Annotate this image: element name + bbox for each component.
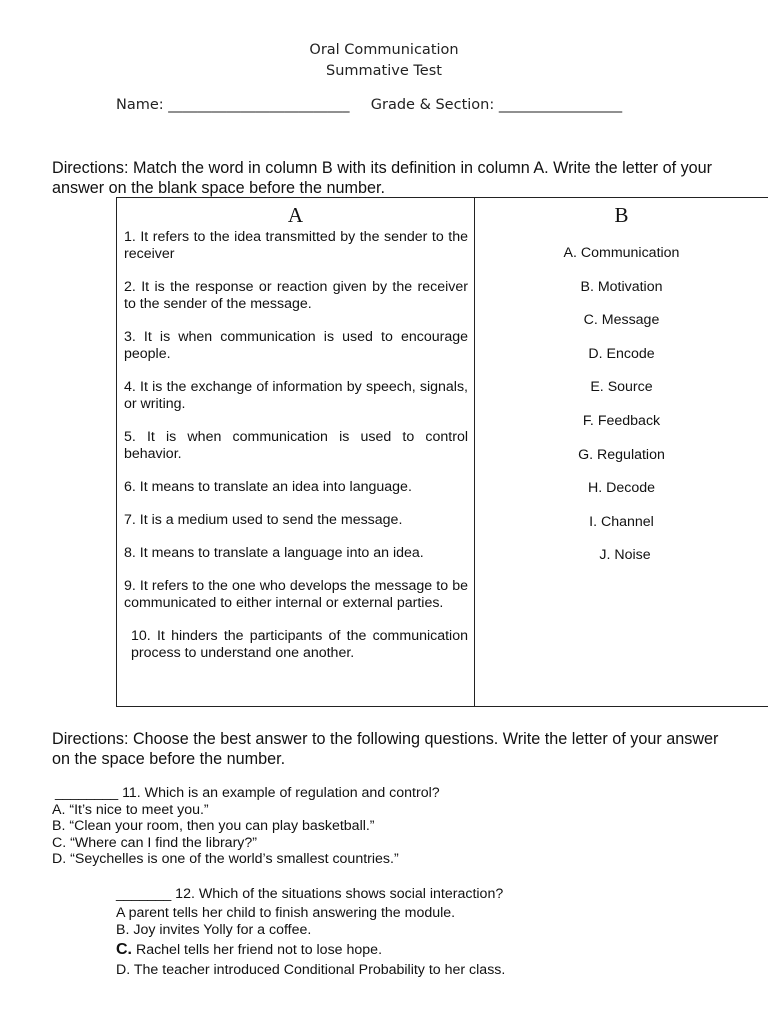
grade-section-field-label: Grade & Section: _________________ bbox=[370, 97, 623, 113]
definition-item: 1. It refers to the idea transmitted by the sender to the receiver bbox=[124, 229, 468, 262]
answer-option: B. Joy invites Yolly for a coffee. bbox=[116, 921, 312, 938]
option-text: Rachel tells her friend not to lose hope. bbox=[132, 942, 383, 958]
column-a-header: A bbox=[287, 203, 304, 227]
column-a bbox=[117, 198, 475, 707]
answer-option: A. “It’s nice to meet you.” bbox=[52, 801, 209, 818]
answer-option: A parent tells her child to finish answering the module. bbox=[116, 904, 456, 921]
directions-matching: Directions: Match the word in column B with its definition in column A. Write the letter of your answer on the blank space before the number. bbox=[52, 159, 713, 197]
definition-item: 7. It is a medium used to send the message. bbox=[124, 512, 403, 528]
definition-item: 10. It hinders the participants of the communication process to understand one another. bbox=[131, 628, 468, 661]
word-option: F. Feedback bbox=[582, 412, 661, 429]
answer-option: D. The teacher introduced Conditional Probability to her class. bbox=[116, 961, 506, 978]
test-type: Summative Test bbox=[326, 63, 442, 79]
word-option: J. Noise bbox=[599, 547, 651, 564]
answer-option: B. “Clean your room, then you can play basketball.” bbox=[52, 818, 375, 834]
answer-option: C. “Where can I find the library?” bbox=[52, 834, 258, 851]
answer-option bbox=[116, 940, 505, 961]
word-option: C. Message bbox=[583, 312, 660, 329]
definition-item: 3. It is when communication is used to encourage people. bbox=[124, 329, 468, 362]
word-option: I. Channel bbox=[589, 513, 654, 530]
word-option: B. Motivation bbox=[580, 278, 663, 295]
directions-multiple-choice: Directions: Choose the best answer to the following questions. Write the letter of your answer on the space before the number. bbox=[52, 730, 719, 768]
matching-table bbox=[116, 197, 768, 707]
question-11 bbox=[52, 785, 440, 868]
answer-option: D. “Seychelles is one of the world’s smallest countries.” bbox=[52, 851, 399, 867]
question-stem: _______ 12. Which of the situations shows social interaction? bbox=[116, 886, 504, 902]
test-header bbox=[0, 40, 768, 82]
definition-item: 2. It is the response or reaction given by the receiver to the sender of the message. bbox=[124, 279, 468, 312]
definition-item: 4. It is the exchange of information by speech, signals, or writing. bbox=[124, 379, 468, 412]
question-stem: ________ 11. Which is an example of regulation and control? bbox=[55, 785, 440, 801]
definition-item: 9. It refers to the one who develops the message to be communicated to either internal or external parties. bbox=[124, 578, 468, 611]
word-option: A. Communication bbox=[563, 245, 680, 261]
name-grade-row bbox=[116, 97, 622, 113]
word-option: E. Source bbox=[590, 379, 653, 396]
definition-item: 5. It is when communication is used to control behavior. bbox=[124, 429, 468, 462]
definition-item: 8. It means to translate a language into an idea. bbox=[124, 545, 424, 561]
column-b bbox=[475, 198, 768, 707]
word-option: G. Regulation bbox=[578, 446, 665, 463]
definition-item: 6. It means to translate an idea into language. bbox=[124, 479, 412, 495]
word-option: D. Encode bbox=[588, 345, 655, 362]
name-field-label: Name: _________________________ bbox=[116, 97, 350, 113]
option-letter: C. bbox=[116, 941, 132, 958]
subject-title: Oral Communication bbox=[309, 42, 459, 58]
word-option: H. Decode bbox=[587, 480, 656, 497]
question-12 bbox=[116, 885, 505, 980]
column-b-header: B bbox=[614, 203, 629, 227]
